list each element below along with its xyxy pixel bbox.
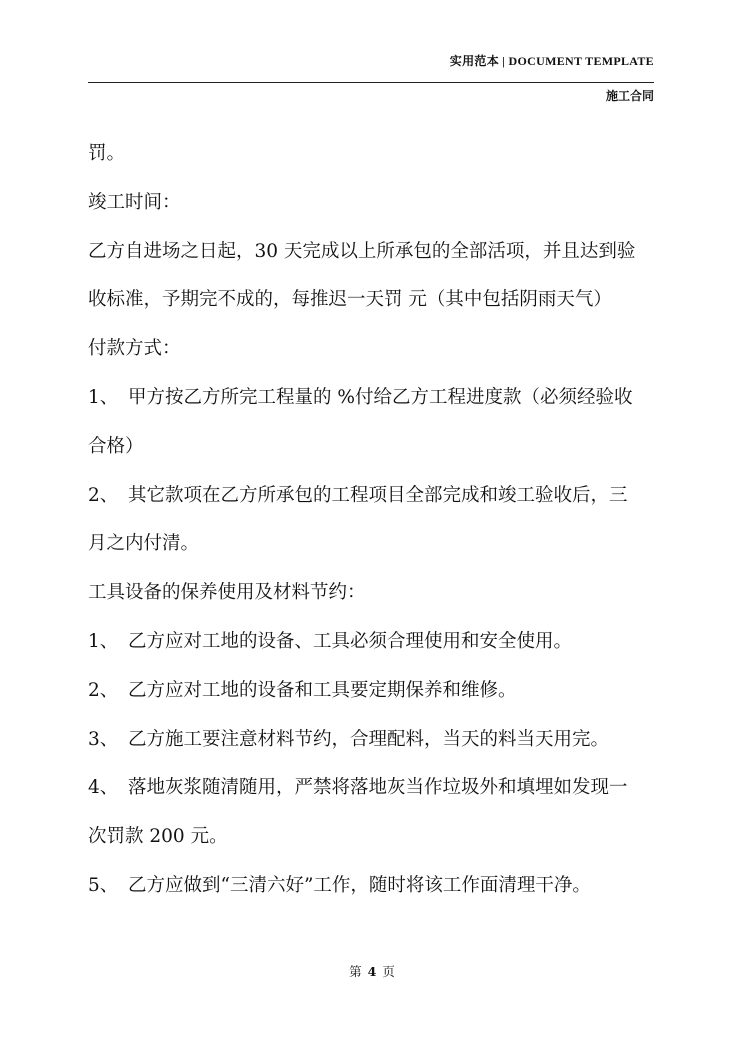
paragraph-text: 其它款项在乙方所承包的工程项目全部完成和竣工验收后，三 xyxy=(128,484,628,506)
paragraph-line xyxy=(88,325,654,374)
list-item-number: 1、 xyxy=(88,630,119,652)
paragraph-line xyxy=(88,764,654,813)
page-number-suffix: 页 xyxy=(382,964,395,979)
paragraph-text: 付款方式： xyxy=(88,338,181,360)
paragraph-line xyxy=(88,520,654,569)
paragraph-line xyxy=(88,862,654,911)
paragraph-text: 落地灰浆随清随用，严禁将落地灰当作垃圾外和填埋如发现一 xyxy=(128,777,628,799)
list-item-number: 2、 xyxy=(88,679,119,701)
paragraph-text: 乙方施工要注意材料节约，合理配料，当天的料当天用完。 xyxy=(128,728,610,750)
paragraph-line xyxy=(88,130,654,179)
paragraph-line xyxy=(88,716,654,765)
page-header xyxy=(88,50,654,105)
paragraph-text: 合格） xyxy=(88,435,144,457)
paragraph-line xyxy=(88,179,654,228)
paragraph-text: 罚。 xyxy=(88,143,126,164)
paragraph-text: 竣工时间： xyxy=(88,191,181,213)
list-item-number: 4、 xyxy=(88,777,119,799)
list-item-number: 5、 xyxy=(88,874,119,896)
paragraph-line xyxy=(88,423,654,472)
paragraph-line xyxy=(88,667,654,716)
list-item-number: 1、 xyxy=(88,386,119,408)
page-footer xyxy=(0,962,744,982)
paragraph-text: 工具设备的保养使用及材料节约： xyxy=(88,582,366,604)
paragraph-text: 乙方应对工地的设备和工具要定期保养和维修。 xyxy=(128,679,517,701)
paragraph-text: 月之内付清。 xyxy=(88,533,200,555)
document-body xyxy=(88,130,654,911)
paragraph-line xyxy=(88,813,654,862)
header-divider xyxy=(88,82,654,83)
paragraph-line xyxy=(88,618,654,667)
document-header-subtitle: 施工合同 xyxy=(605,89,654,103)
paragraph-line xyxy=(88,569,654,618)
paragraph-text: 乙方应对工地的设备、工具必须合理使用和安全使用。 xyxy=(128,630,573,652)
page-number: 4 xyxy=(367,964,377,979)
list-item-number: 2、 xyxy=(88,484,119,506)
paragraph-text: 次罚款 200 元。 xyxy=(88,826,228,848)
list-item-number: 3、 xyxy=(88,728,119,750)
paragraph-text: 乙方自进场之日起，30 天完成以上所承包的全部活项，并且达到验 xyxy=(88,240,636,262)
paragraph-line xyxy=(88,374,654,423)
paragraph-line xyxy=(88,276,654,325)
paragraph-text: 收标准，予期完不成的，每推迟一天罚 元（其中包括阴雨天气） xyxy=(88,289,612,311)
paragraph-text: 甲方按乙方所完工程量的 %付给乙方工程进度款（必须经验收 xyxy=(128,386,633,408)
paragraph-text: 乙方应做到“三清六好”工作，随时将该工作面清理干净。 xyxy=(128,874,591,896)
page-number-prefix: 第 xyxy=(349,964,362,979)
paragraph-line xyxy=(88,472,654,521)
paragraph-line xyxy=(88,228,654,277)
document-header-title: 实用范本 | DOCUMENT TEMPLATE xyxy=(449,54,654,68)
